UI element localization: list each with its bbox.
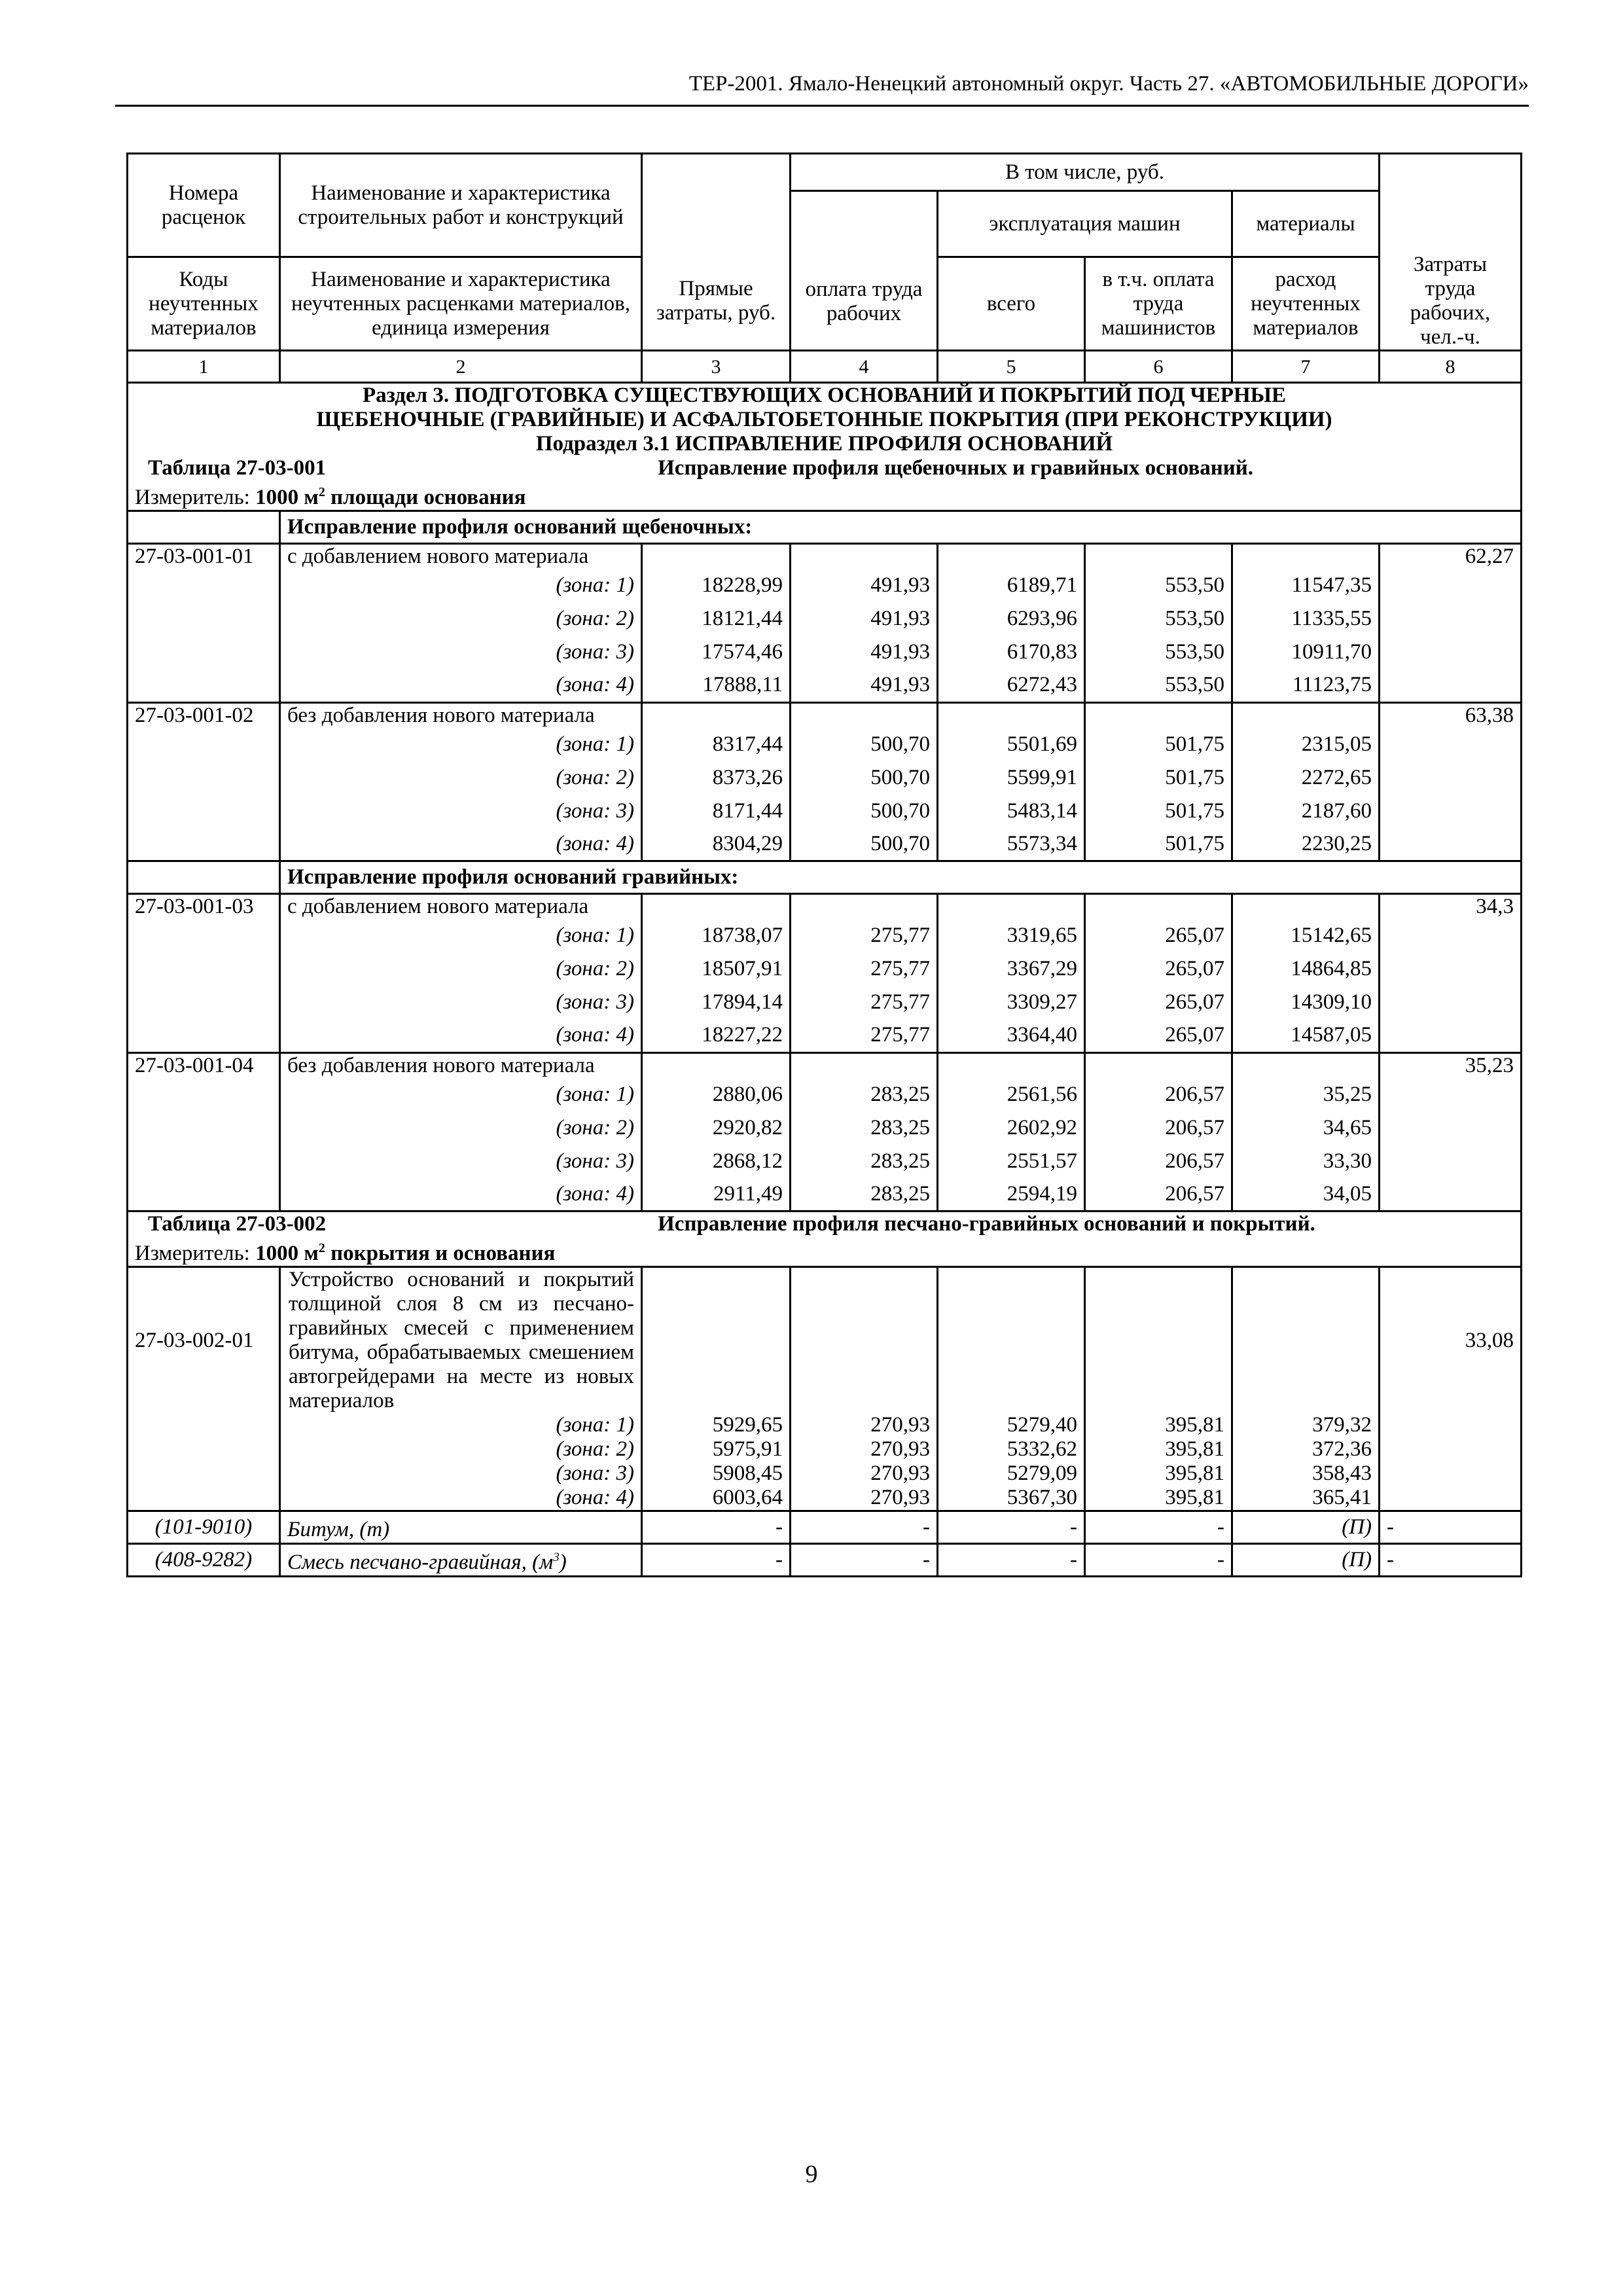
zone-label: (зона: 4) xyxy=(280,1019,642,1052)
direct-cost: 2911,49 xyxy=(642,1178,791,1211)
wages: - xyxy=(791,1544,938,1577)
table1-measure xyxy=(128,480,1522,511)
materials: 14587,05 xyxy=(1232,1019,1380,1052)
machines-total: 5279,40 xyxy=(938,1413,1085,1437)
table2-label: Таблица 27-03-002 xyxy=(148,1212,327,1236)
machines-total: 3319,65 xyxy=(938,919,1085,952)
rate-description: без добавления нового материала xyxy=(280,1052,642,1078)
header-materials: материалы xyxy=(1232,191,1380,257)
materials: 2315,05 xyxy=(1232,728,1380,761)
zone-row xyxy=(128,1437,1522,1462)
zone-label: (зона: 3) xyxy=(280,986,642,1019)
table1-caption: Исправление профиля щебеночных и гравийных оснований. xyxy=(658,456,1254,480)
direct-cost: 6003,64 xyxy=(642,1486,791,1511)
measure-prefix: Измеритель: xyxy=(135,1242,250,1265)
direct-cost: 2868,12 xyxy=(642,1145,791,1178)
machines-total: 5573,34 xyxy=(938,828,1085,861)
materials: 379,32 xyxy=(1232,1413,1380,1437)
rate-description: с добавлением нового материала xyxy=(280,544,642,569)
rate-description: Устройство оснований и покрытий толщиной слоя 8 см из песчано-гравийных смесей с применением битума, обрабатываемых смешением автогрейдерами на месте из новых материалов xyxy=(280,1267,642,1414)
materials: 15142,65 xyxy=(1232,919,1380,952)
zone-row xyxy=(128,1413,1522,1437)
direct-cost: 8171,44 xyxy=(642,795,791,828)
material-name: Битум, (т) xyxy=(280,1511,642,1544)
zone-row xyxy=(128,1462,1522,1486)
material-code: (101-9010) xyxy=(128,1511,280,1544)
direct-cost: 17894,14 xyxy=(642,986,791,1019)
measure-rest: площади основания xyxy=(330,486,526,509)
measure-prefix: Измеритель: xyxy=(135,486,250,509)
rate-labor: 62,27 xyxy=(1380,544,1522,569)
zone-label: (зона: 1) xyxy=(280,919,642,952)
group-row xyxy=(128,511,1522,544)
materials: 2187,60 xyxy=(1232,795,1380,828)
material-code: (408-9282) xyxy=(128,1544,280,1577)
machines-total: 5483,14 xyxy=(938,795,1085,828)
zone-label: (зона: 4) xyxy=(280,669,642,702)
group-title: Исправление профиля оснований гравийных: xyxy=(280,861,1522,894)
machines-total: 3364,40 xyxy=(938,1019,1085,1052)
rate-labor: 35,23 xyxy=(1380,1052,1522,1078)
machinists-wages: 501,75 xyxy=(1085,795,1232,828)
header-codes-bottom: Коды неучтенных материалов xyxy=(128,257,280,351)
column-number: 5 xyxy=(938,351,1085,383)
direct-cost: - xyxy=(642,1511,791,1544)
zone-label: (зона: 2) xyxy=(280,761,642,795)
machinists-wages: 501,75 xyxy=(1085,761,1232,795)
column-number: 2 xyxy=(280,351,642,383)
table1-measure-row xyxy=(128,480,1522,511)
materials: 11335,55 xyxy=(1232,602,1380,636)
wages: 500,70 xyxy=(791,761,938,795)
wages: 270,93 xyxy=(791,1486,938,1511)
machinists-wages: 553,50 xyxy=(1085,636,1232,669)
material-row xyxy=(128,1544,1522,1577)
zone-label: (зона: 3) xyxy=(280,1462,642,1486)
machinists-wages: 395,81 xyxy=(1085,1413,1232,1437)
machines-total: 3309,27 xyxy=(938,986,1085,1019)
measure-unit: 1000 м xyxy=(255,1242,319,1265)
header-direct: Прямые затраты, руб. xyxy=(642,154,791,351)
direct-cost: 2920,82 xyxy=(642,1111,791,1145)
direct-cost: 8373,26 xyxy=(642,761,791,795)
machinists-wages: 395,81 xyxy=(1085,1486,1232,1511)
rate-row xyxy=(128,544,1522,569)
rate-code: 27-03-001-02 xyxy=(128,702,280,861)
zone-row xyxy=(128,1486,1522,1511)
wages: - xyxy=(791,1511,938,1544)
rate-labor: 33,08 xyxy=(1380,1267,1522,1414)
labor: - xyxy=(1380,1544,1522,1577)
zone-row xyxy=(128,795,1522,828)
machinists-wages: - xyxy=(1085,1544,1232,1577)
materials: 33,30 xyxy=(1232,1145,1380,1178)
wages: 270,93 xyxy=(791,1413,938,1437)
column-number: 8 xyxy=(1380,351,1522,383)
material-consumption: (П) xyxy=(1232,1511,1380,1544)
column-number: 6 xyxy=(1085,351,1232,383)
materials: 10911,70 xyxy=(1232,636,1380,669)
header-machines-total: всего xyxy=(938,257,1085,351)
materials: 372,36 xyxy=(1232,1437,1380,1462)
zone-row xyxy=(128,919,1522,952)
rate-description: без добавления нового материала xyxy=(280,702,642,728)
machinists-wages: 501,75 xyxy=(1085,828,1232,861)
rate-row xyxy=(128,702,1522,728)
wages: 275,77 xyxy=(791,919,938,952)
material-name: Смесь песчано-гравийная, $(м^3)$ xyxy=(280,1544,642,1577)
zone-row xyxy=(128,1145,1522,1178)
zone-label: (зона: 1) xyxy=(280,1413,642,1437)
measure-rest: покрытия и основания xyxy=(330,1242,556,1265)
direct-cost: 8304,29 xyxy=(642,828,791,861)
zone-row xyxy=(128,828,1522,861)
machinists-wages: 265,07 xyxy=(1085,952,1232,986)
table2-heading xyxy=(128,1211,1522,1237)
material-row xyxy=(128,1511,1522,1544)
table2-body xyxy=(128,1267,1522,1577)
zone-row xyxy=(128,761,1522,795)
direct-cost: 18507,91 xyxy=(642,952,791,986)
rate-code: 27-03-001-03 xyxy=(128,894,280,1053)
table1-heading xyxy=(128,456,1522,480)
material-consumption: (П) xyxy=(1232,1544,1380,1577)
wages: 275,77 xyxy=(791,986,938,1019)
direct-cost: 18228,99 xyxy=(642,569,791,602)
machinists-wages: 265,07 xyxy=(1085,919,1232,952)
header-codes-top: Номера расценок xyxy=(128,154,280,257)
header-machines: эксплуатация машин xyxy=(938,191,1232,257)
machinists-wages: 501,75 xyxy=(1085,728,1232,761)
direct-cost: 17574,46 xyxy=(642,636,791,669)
machinists-wages: 206,57 xyxy=(1085,1078,1232,1111)
machines-total: 2561,56 xyxy=(938,1078,1085,1111)
wages: 283,25 xyxy=(791,1145,938,1178)
wages: 491,93 xyxy=(791,602,938,636)
direct-cost: 5975,91 xyxy=(642,1437,791,1462)
machines-total: 5332,62 xyxy=(938,1437,1085,1462)
column-numbers-row xyxy=(128,351,1522,383)
zone-row xyxy=(128,636,1522,669)
materials: 11123,75 xyxy=(1232,669,1380,702)
column-number: 1 xyxy=(128,351,280,383)
machines-total: 5599,91 xyxy=(938,761,1085,795)
group-title: Исправление профиля оснований щебеночных: xyxy=(280,511,1522,544)
zone-label: (зона: 2) xyxy=(280,1111,642,1145)
wages: 500,70 xyxy=(791,795,938,828)
table1-group1-body xyxy=(128,544,1522,861)
rate-code: 27-03-002-01 xyxy=(128,1267,280,1414)
rate-labor: 63,38 xyxy=(1380,702,1522,728)
wages: 270,93 xyxy=(791,1437,938,1462)
rate-row xyxy=(128,1052,1522,1078)
running-head: ТЕР-2001. Ямало-Ненецкий автономный округ. Часть 27. «АВТОМОБИЛЬНЫЕ ДОРОГИ» xyxy=(115,68,1529,107)
table1-group2-body xyxy=(128,894,1522,1211)
machinists-wages: 395,81 xyxy=(1085,1462,1232,1486)
direct-cost: 17888,11 xyxy=(642,669,791,702)
zone-row xyxy=(128,569,1522,602)
header-name-top: Наименование и характеристика строительных работ и конструкций xyxy=(280,154,642,257)
machinists-wages: 206,57 xyxy=(1085,1145,1232,1178)
rate-description: с добавлением нового материала xyxy=(280,894,642,920)
wages: 283,25 xyxy=(791,1111,938,1145)
wages: 283,25 xyxy=(791,1078,938,1111)
subsection-title-row xyxy=(128,432,1522,456)
wages: 500,70 xyxy=(791,728,938,761)
materials: 358,43 xyxy=(1232,1462,1380,1486)
header-machines-wages: в т.ч. оплата труда машинистов xyxy=(1085,257,1232,351)
table2-heading-row xyxy=(128,1211,1522,1237)
machines-total: - xyxy=(938,1544,1085,1577)
materials: 365,41 xyxy=(1232,1486,1380,1511)
wages: 275,77 xyxy=(791,952,938,986)
zone-label: (зона: 2) xyxy=(280,602,642,636)
materials: 2230,25 xyxy=(1232,828,1380,861)
zone-label: (зона: 1) xyxy=(280,1078,642,1111)
materials: 14309,10 xyxy=(1232,986,1380,1019)
rate-row xyxy=(128,1267,1522,1414)
materials: 34,05 xyxy=(1232,1178,1380,1211)
zone-row xyxy=(128,1178,1522,1211)
table2-caption: Исправление профиля песчано-гравийных оснований и покрытий. xyxy=(658,1212,1315,1236)
column-number: 4 xyxy=(791,351,938,383)
group-row xyxy=(128,861,1522,894)
machines-total: 2602,92 xyxy=(938,1111,1085,1145)
column-number: 7 xyxy=(1232,351,1380,383)
direct-cost: 5908,45 xyxy=(642,1462,791,1486)
section-title-row xyxy=(128,383,1522,433)
zone-row xyxy=(128,952,1522,986)
rate-code: 27-03-001-01 xyxy=(128,544,280,703)
wages: 491,93 xyxy=(791,669,938,702)
header-row-1 xyxy=(128,154,1522,191)
direct-cost: 18227,22 xyxy=(642,1019,791,1052)
machines-total: - xyxy=(938,1511,1085,1544)
header-wages: оплата труда рабочих xyxy=(791,191,938,351)
materials: 34,65 xyxy=(1232,1111,1380,1145)
zone-label: (зона: 2) xyxy=(280,1437,642,1462)
machines-total: 6189,71 xyxy=(938,569,1085,602)
direct-cost: - xyxy=(642,1544,791,1577)
machinists-wages: 206,57 xyxy=(1085,1111,1232,1145)
machines-total: 5501,69 xyxy=(938,728,1085,761)
table2-measure-row xyxy=(128,1236,1522,1267)
zone-label: (зона: 4) xyxy=(280,1178,642,1211)
direct-cost: 8317,44 xyxy=(642,728,791,761)
zone-row xyxy=(128,1078,1522,1111)
wages: 275,77 xyxy=(791,1019,938,1052)
rate-row xyxy=(128,894,1522,920)
zone-label: (зона: 3) xyxy=(280,795,642,828)
wages: 491,93 xyxy=(791,569,938,602)
materials: 2272,65 xyxy=(1232,761,1380,795)
machines-total: 3367,29 xyxy=(938,952,1085,986)
labor: - xyxy=(1380,1511,1522,1544)
header-name-bottom: Наименование и характеристика неучтенных расценками материалов, единица измерения xyxy=(280,257,642,351)
header-incl: В том числе, руб. xyxy=(791,154,1380,191)
table1-heading-row xyxy=(128,456,1522,480)
wages: 270,93 xyxy=(791,1462,938,1486)
direct-cost: 2880,06 xyxy=(642,1078,791,1111)
page-number: 9 xyxy=(805,2161,818,2188)
rates-table xyxy=(126,152,1522,1577)
zone-label: (зона: 4) xyxy=(280,828,642,861)
materials: 11547,35 xyxy=(1232,569,1380,602)
zone-label: (зона: 4) xyxy=(280,1486,642,1511)
column-number: 3 xyxy=(642,351,791,383)
materials: 14864,85 xyxy=(1232,952,1380,986)
machinists-wages: 265,07 xyxy=(1085,986,1232,1019)
zone-row xyxy=(128,1111,1522,1145)
machinists-wages: - xyxy=(1085,1511,1232,1544)
machines-total: 5367,30 xyxy=(938,1486,1085,1511)
zone-label: (зона: 3) xyxy=(280,1145,642,1178)
zone-row xyxy=(128,669,1522,702)
zone-row xyxy=(128,602,1522,636)
machinists-wages: 553,50 xyxy=(1085,569,1232,602)
machines-total: 6170,83 xyxy=(938,636,1085,669)
table1-label: Таблица 27-03-001 xyxy=(148,456,327,480)
wages: 500,70 xyxy=(791,828,938,861)
zone-row xyxy=(128,728,1522,761)
zone-label: (зона: 2) xyxy=(280,952,642,986)
machines-total: 2551,57 xyxy=(938,1145,1085,1178)
measure-unit: 1000 м xyxy=(255,486,319,509)
section-title: Раздел 3. ПОДГОТОВКА СУЩЕСТВУЮЩИХ ОСНОВАНИЙ И ПОКРЫТИЙ ПОД ЧЕРНЫЕ ЩЕБЕНОЧНЫЕ (ГРАВИЙНЫЕ) И АСФАЛЬТОБЕТОННЫЕ ПОКРЫТИЯ (ПРИ РЕКОНСТРУКЦИИ) xyxy=(128,383,1522,433)
machines-total: 6293,96 xyxy=(938,602,1085,636)
materials: 35,25 xyxy=(1232,1078,1380,1111)
measure-sup: 2 xyxy=(318,485,325,499)
machines-total: 5279,09 xyxy=(938,1462,1085,1486)
zone-label: (зона: 1) xyxy=(280,569,642,602)
machinists-wages: 206,57 xyxy=(1085,1178,1232,1211)
header-materials-sub: расход неучтенных материалов xyxy=(1232,257,1380,351)
direct-cost: 18121,44 xyxy=(642,602,791,636)
machinists-wages: 395,81 xyxy=(1085,1437,1232,1462)
measure-sup: 2 xyxy=(318,1241,325,1255)
zone-row xyxy=(128,1019,1522,1052)
subsection-title: Подраздел 3.1 ИСПРАВЛЕНИЕ ПРОФИЛЯ ОСНОВАНИЙ xyxy=(128,432,1522,456)
direct-cost: 5929,65 xyxy=(642,1413,791,1437)
wages: 283,25 xyxy=(791,1178,938,1211)
machines-total: 6272,43 xyxy=(938,669,1085,702)
machinists-wages: 265,07 xyxy=(1085,1019,1232,1052)
machinists-wages: 553,50 xyxy=(1085,669,1232,702)
zone-label: (зона: 1) xyxy=(280,728,642,761)
rate-labor: 34,3 xyxy=(1380,894,1522,920)
machinists-wages: 553,50 xyxy=(1085,602,1232,636)
machines-total: 2594,19 xyxy=(938,1178,1085,1211)
zone-label: (зона: 3) xyxy=(280,636,642,669)
rate-code: 27-03-001-04 xyxy=(128,1052,280,1211)
table2-measure xyxy=(128,1236,1522,1267)
zone-row xyxy=(128,986,1522,1019)
direct-cost: 18738,07 xyxy=(642,919,791,952)
header-labor: Затраты труда рабочих, чел.-ч. xyxy=(1380,154,1522,351)
wages: 491,93 xyxy=(791,636,938,669)
